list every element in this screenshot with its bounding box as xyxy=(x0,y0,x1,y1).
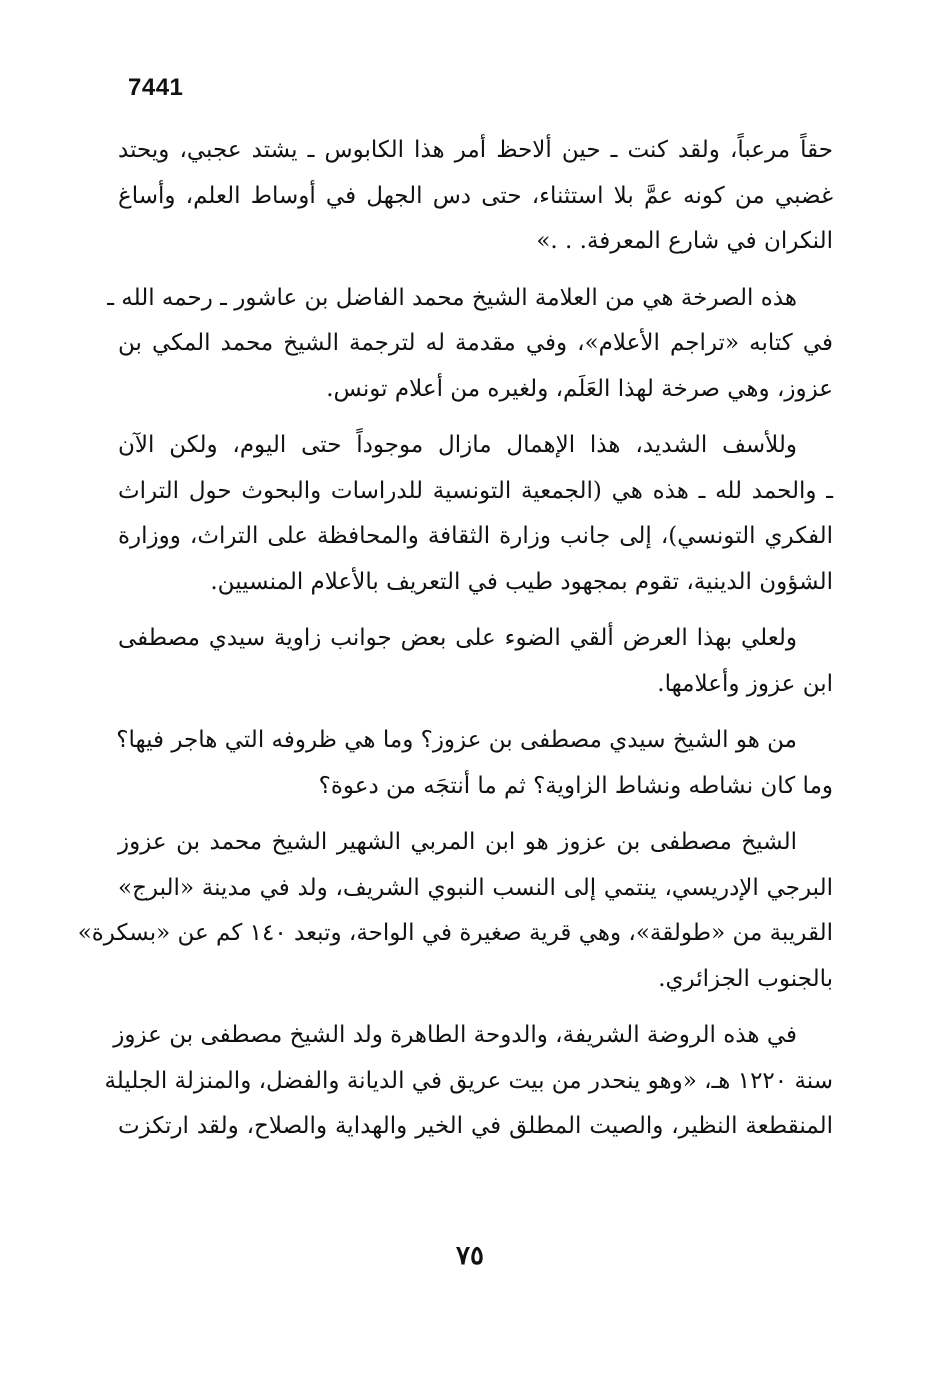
text-line: ابن عزوز وأعلامها. xyxy=(657,670,833,697)
text-line: هذه الصرخة هي من العلامة الشيخ محمد الفاضل بن عاشور ـ رحمه الله ـ xyxy=(107,284,797,311)
paragraph-4 xyxy=(118,616,833,707)
text-line: غضبي من كونه عمَّ بلا استثناء، حتى دس الجهل في أوساط العلم، وأساغ xyxy=(118,182,833,209)
text-line: وللأسف الشديد، هذا الإهمال مازال موجوداً حتى اليوم، ولكن الآن xyxy=(118,432,797,458)
text-line: البرجي الإدريسي، ينتمي إلى النسب النبوي الشريف، ولد في مدينة «البرج» xyxy=(118,874,833,901)
page-number: ٧٥ xyxy=(456,1241,484,1271)
paragraph-2 xyxy=(107,276,833,413)
text-line: الشؤون الدينية، تقوم بمجهود طيب في التعريف بالأعلام المنسيين. xyxy=(210,568,833,595)
text-line: الشيخ مصطفى بن عزوز هو ابن المربي الشهير الشيخ محمد بن عزوز xyxy=(118,829,797,855)
text-line: ولعلي بهذا العرض ألقي الضوء على بعض جوانب زاوية سيدي مصطفى xyxy=(118,625,797,651)
text-line: الفكري التونسي)، إلى جانب وزارة الثقافة والمحافظة على التراث، ووزارة xyxy=(118,523,833,549)
text-line: في كتابه «تراجم الأعلام»، وفي مقدمة له لترجمة الشيخ محمد المكي بن xyxy=(118,330,833,356)
text-line: المنقطعة النظير، والصيت المطلق في الخير والهداية والصلاح، ولقد ارتكزت xyxy=(118,1113,833,1139)
text-line: القريبة من «طولقة»، وهي قرية صغيرة في الواحة، وتبعد ١٤٠ كم عن «بسكرة» xyxy=(77,920,833,946)
text-line: بالجنوب الجزائري. xyxy=(658,965,833,992)
text-line: في هذه الروضة الشريفة، والدوحة الطاهرة ولد الشيخ مصطفى بن عزوز xyxy=(113,1022,797,1048)
paragraph-5 xyxy=(118,718,833,809)
text-line: وما كان نشاطه ونشاط الزاوية؟ ثم ما أنتجَه من دعوة؟ xyxy=(318,772,833,799)
paragraph-3 xyxy=(118,423,833,605)
text-line: حقاً مرعباً، ولقد كنت ـ حين ألاحظ أمر هذا الكابوس ـ يشتد عجبي، ويحتد xyxy=(118,137,833,163)
text-line: النكران في شارع المعرفة. . .» xyxy=(536,228,833,254)
body-text xyxy=(77,128,833,1150)
paragraph-6 xyxy=(77,820,833,1002)
text-line: ـ والحمد لله ـ هذه هي (الجمعية التونسية للدراسات والبحوث حول التراث xyxy=(118,477,833,504)
paragraph-7 xyxy=(104,1013,833,1150)
text-line: من هو الشيخ سيدي مصطفى بن عزوز؟ وما هي ظروفه التي هاجر فيها؟ xyxy=(116,727,797,753)
text-line: سنة ١٢٢٠ هـ، «وهو ينحدر من بيت عريق في الديانة والفضل، والمنزلة الجليلة xyxy=(104,1067,833,1094)
text-line: عزوز، وهي صرخة لهذا العَلَم، ولغيره من أعلام تونس. xyxy=(326,375,833,402)
page-id-number: 7441 xyxy=(128,74,184,101)
paragraph-1 xyxy=(118,128,833,265)
